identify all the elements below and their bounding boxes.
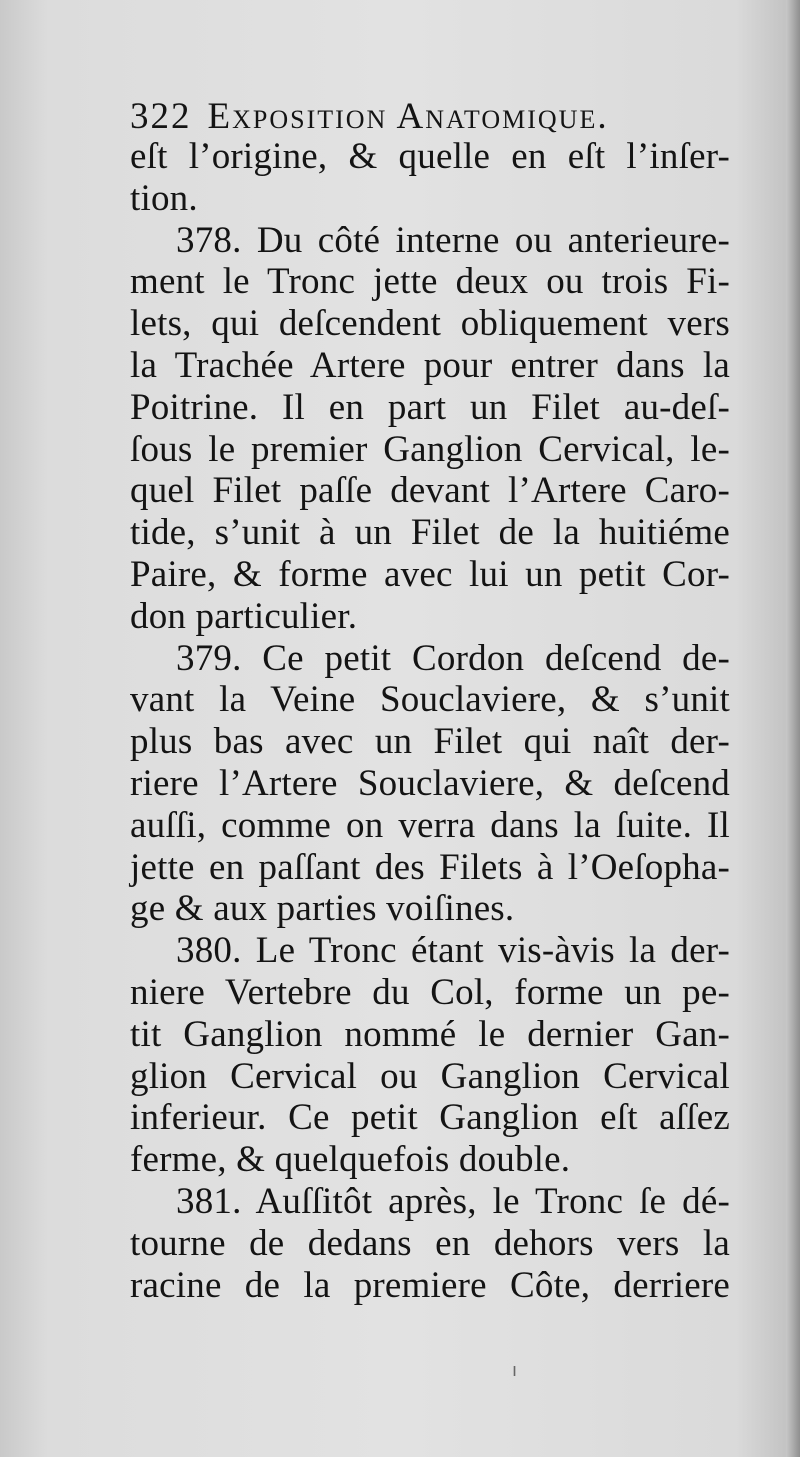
page-number: 322 [130, 96, 192, 137]
running-head [130, 92, 690, 142]
text-line: plus bas avec un Filet qui naît der- [130, 721, 730, 763]
text-line: tit Ganglion nommé le dernier Gan- [130, 1013, 730, 1055]
text-line: jette en paſſant des Filets à l’Oeſopha- [130, 846, 730, 888]
text-line: don particulier. [130, 595, 358, 637]
text-line: tion. [130, 177, 198, 219]
text-line: ge & aux parties voiſines. [130, 888, 515, 930]
text-line: riere l’Artere Souclaviere, & deſcend [130, 762, 730, 804]
text-line: inferieur. Ce petit Ganglion eſt aſſez [130, 1097, 730, 1139]
text-line: ferme, & quelquefois double. [130, 1139, 571, 1181]
text-line: tourne de dedans en dehors vers la [130, 1222, 730, 1264]
text-line: niere Vertebre du Col, forme un pe- [130, 971, 730, 1013]
text-line: quel Filet paſſe devant l’Artere Caro- [130, 470, 730, 512]
text-line: 379. Ce petit Cordon deſcend de- [176, 637, 730, 679]
text-line: lets, qui deſcendent obliquement vers [130, 303, 730, 345]
text-line: Poitrine. Il en part un Filet au-deſ- [130, 386, 730, 428]
text-line: ſous le premier Ganglion Cervical, le- [130, 428, 730, 470]
text-line: tide, s’unit à un Filet de la huitiéme [130, 512, 730, 554]
text-line: la Trachée Artere pour entrer dans la [130, 344, 730, 386]
ink-mark: ı [512, 1360, 518, 1381]
text-line: ment le Tronc jette deux ou trois Fi- [130, 261, 730, 303]
page-gutter-shadow [786, 0, 800, 1457]
text-line: glion Cervical ou Ganglion Cervical [130, 1055, 730, 1097]
text-line: 381. Auſſitôt après, le Tronc ſe dé- [176, 1180, 730, 1222]
text-line: racine de la premiere Côte, derriere [130, 1264, 730, 1306]
text-line: 380. Le Tronc étant vis-àvis la der- [176, 930, 730, 972]
text-line: Paire, & forme avec lui un petit Cor- [130, 553, 730, 595]
body-text [130, 136, 730, 1306]
text-line: eſt l’origine, & quelle en eſt l’inſer- [130, 136, 730, 177]
text-line: vant la Veine Souclaviere, & s’unit [130, 679, 730, 721]
text-line: auſſi, comme on verra dans la ſuite. Il [130, 804, 730, 846]
text-line: 378. Du côté interne ou anterieure- [176, 219, 730, 261]
running-title: Exposition Anatomique. [207, 96, 609, 137]
